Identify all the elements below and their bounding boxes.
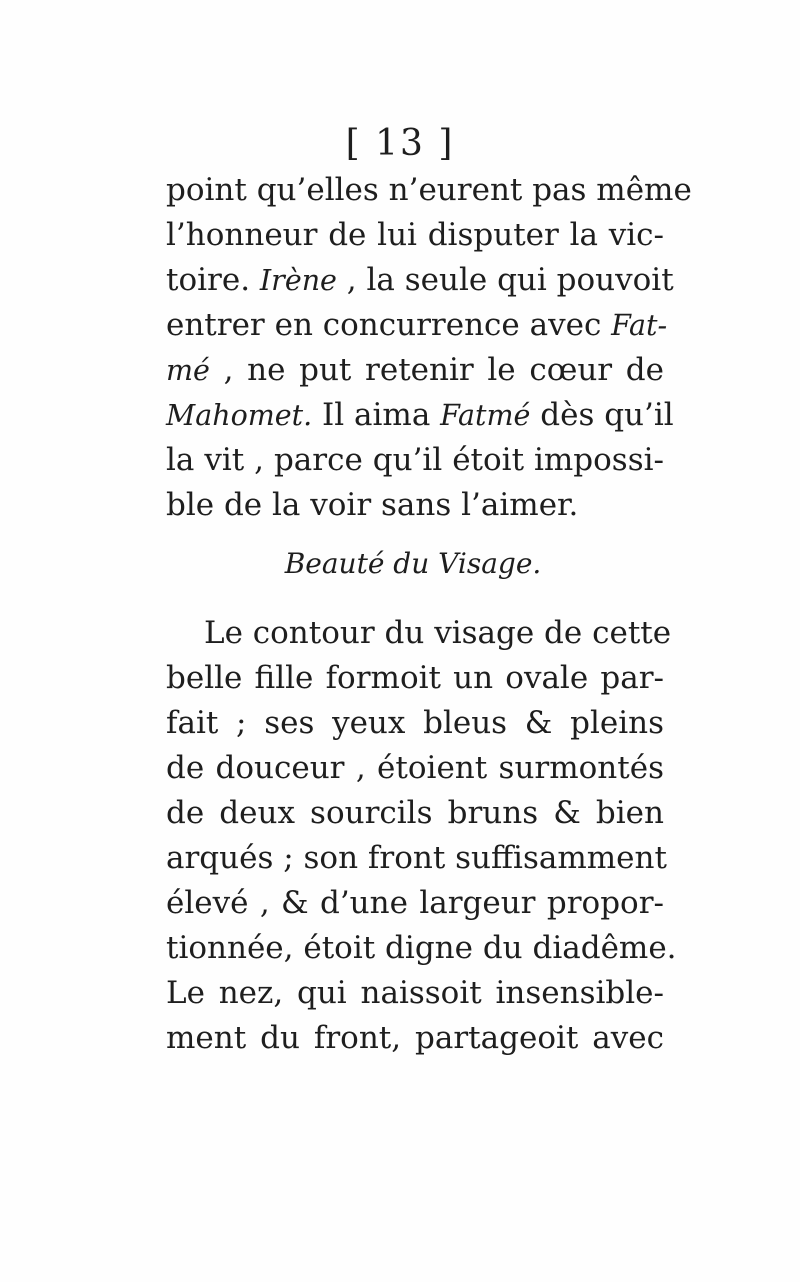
name-irene: Irène bbox=[259, 264, 337, 297]
page-number: [ 13 ] bbox=[345, 123, 455, 164]
name-fatme: Fat- bbox=[611, 309, 668, 342]
name-fatme: mé bbox=[166, 354, 210, 387]
name-mahomet: Mahomet. bbox=[166, 399, 313, 432]
text-line: Mahomet. Il aima Fatmé dès qu’il bbox=[166, 397, 674, 433]
text-line: de deux sourcils bruns & bien bbox=[166, 795, 664, 831]
text-line: Le nez, qui naissoit insensible- bbox=[166, 975, 664, 1011]
text-line: belle fille formoit un ovale par- bbox=[166, 660, 664, 696]
text-line: mé , ne put retenir le cœur de bbox=[166, 352, 664, 388]
text-line: ble de la voir sans l’aimer. bbox=[166, 487, 579, 523]
text-line: Le contour du visage de cette bbox=[204, 615, 672, 651]
text-line: l’honneur de lui disputer la vic- bbox=[166, 217, 664, 253]
text-line: de douceur , étoient surmontés bbox=[166, 750, 664, 786]
text-line: ment du front, partageoit avec bbox=[166, 1020, 664, 1056]
text-line: entrer en concurrence avec Fat- bbox=[166, 307, 668, 343]
text-line: fait ; ses yeux bleus & pleins bbox=[166, 705, 664, 741]
section-heading: Beauté du Visage. bbox=[284, 547, 542, 580]
text-line: élevé , & d’une largeur propor- bbox=[166, 885, 664, 921]
text-line: toire. Irène , la seule qui pouvoit bbox=[166, 262, 674, 298]
text-line: arqués ; son front suffisamment bbox=[166, 840, 667, 876]
text-line: la vit , parce qu’il étoit impossi- bbox=[166, 442, 664, 478]
text-line: point qu’elles n’eurent pas même bbox=[166, 172, 692, 208]
text-line: tionnée, étoit digne du diadême. bbox=[166, 930, 677, 966]
name-fatme: Fatmé bbox=[440, 399, 531, 432]
